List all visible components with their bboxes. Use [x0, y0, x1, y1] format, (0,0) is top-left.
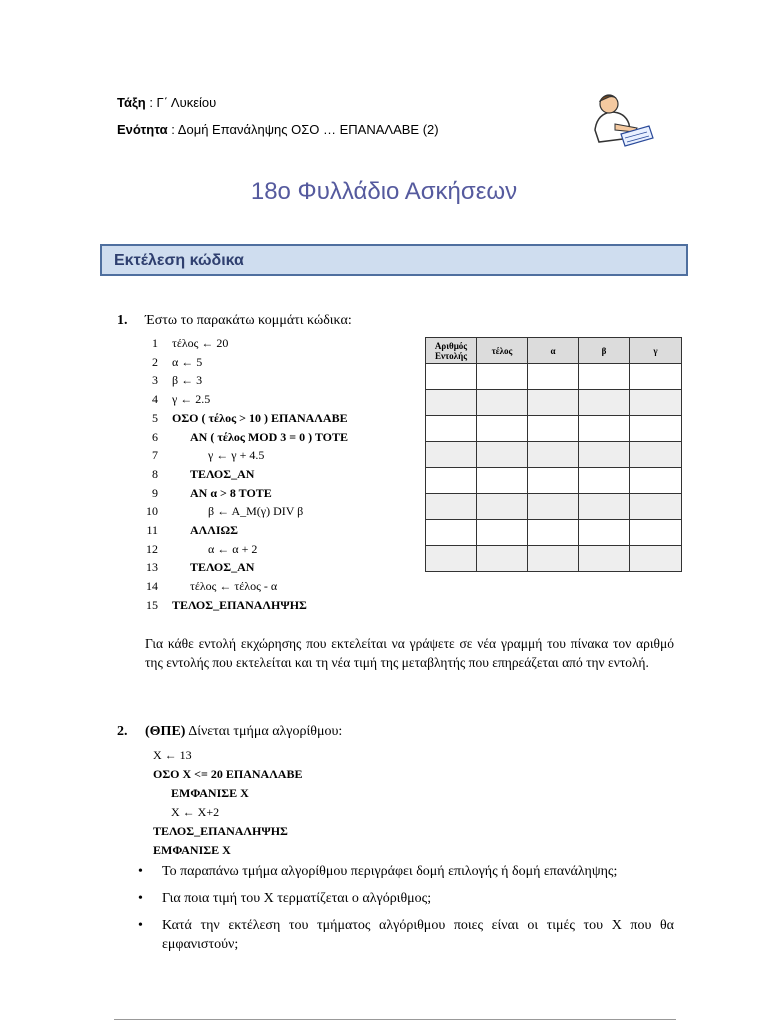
q1-code-listing — [140, 336, 420, 616]
table-cell[interactable] — [579, 494, 630, 520]
table-cell[interactable] — [579, 442, 630, 468]
trace-col-header: α — [528, 338, 579, 364]
table-cell[interactable] — [579, 468, 630, 494]
code-line-number: 14 — [146, 579, 158, 594]
table-cell[interactable] — [579, 520, 630, 546]
code-line-text: ΑΝ α > 8 ΤΟΤΕ — [190, 485, 272, 500]
table-cell[interactable] — [630, 364, 682, 390]
code-line-number: 3 — [152, 373, 158, 388]
table-cell[interactable] — [528, 546, 579, 572]
code-line-number: 2 — [152, 354, 158, 369]
list-item — [138, 916, 674, 954]
bullet-text: Το παραπάνω τμήμα αλγορίθμου περιγράφει δομή επιλογής ή δομή επανάληψης; — [162, 864, 618, 879]
table-cell[interactable] — [630, 416, 682, 442]
code-line-text: γ ← 2.5 — [172, 392, 211, 407]
trace-col-header: β — [579, 338, 630, 364]
table-cell[interactable] — [630, 468, 682, 494]
bullet-icon: • — [138, 891, 143, 906]
table-cell[interactable] — [528, 520, 579, 546]
code-line-number: 11 — [146, 523, 158, 537]
table-cell[interactable] — [528, 468, 579, 494]
code-line-number: 1 — [152, 336, 158, 350]
code-line-number: 13 — [146, 560, 158, 575]
code-line-text: ΟΣΟ ( τέλος > 10 ) ΕΠΑΝΑΛΑΒΕ — [172, 410, 348, 425]
q2-number: 2. — [117, 724, 128, 739]
table-cell[interactable] — [630, 520, 682, 546]
code-line-text: ΑΝ ( τέλος MOD 3 = 0 ) ΤΟΤΕ — [190, 429, 349, 444]
code-line-text: τέλος ← 20 — [172, 336, 229, 350]
code-line-number: 15 — [146, 597, 158, 612]
q2-code-line: ΕΜΦΑΝΙΣΕ Χ — [153, 843, 231, 857]
bullet-icon: • — [138, 918, 143, 933]
code-line-text: β ← 3 — [172, 373, 203, 388]
trace-col-header: γ — [630, 338, 682, 364]
code-line-text: α ← 5 — [172, 354, 203, 369]
code-line-text: ΤΕΛΟΣ_ΑΝ — [190, 560, 255, 575]
table-cell[interactable] — [528, 494, 579, 520]
table-row — [426, 442, 682, 468]
section-title: Εκτέλεση κώδικα — [114, 252, 244, 269]
q2-code-line: ΕΜΦΑΝΙΣΕ Χ — [171, 786, 249, 800]
table-cell[interactable] — [477, 364, 528, 390]
table-cell[interactable] — [426, 520, 477, 546]
table-row — [426, 390, 682, 416]
table-cell[interactable] — [426, 494, 477, 520]
code-line-text: ΤΕΛΟΣ_ΕΠΑΝΑΛΗΨΗΣ — [172, 597, 307, 612]
table-cell[interactable] — [477, 546, 528, 572]
unit-line — [117, 122, 439, 137]
table-cell[interactable] — [528, 390, 579, 416]
class-value: : Γ΄ Λυκείου — [149, 95, 217, 110]
bullet-icon: • — [138, 864, 143, 879]
table-row — [426, 520, 682, 546]
code-line-number: 8 — [152, 466, 158, 481]
table-cell[interactable] — [579, 364, 630, 390]
table-row — [426, 546, 682, 572]
bullet-text: Κατά την εκτέλεση του τμήματος αλγόριθμου ποιες είναι οι τιμές του Χ που θα εμφανιστούν; — [162, 918, 674, 952]
table-cell[interactable] — [528, 442, 579, 468]
code-line-text: ΑΛΛΙΩΣ — [190, 523, 238, 537]
table-cell[interactable] — [477, 468, 528, 494]
code-line-number: 4 — [152, 392, 158, 407]
class-line — [117, 95, 216, 110]
table-cell[interactable] — [630, 546, 682, 572]
q1-number: 1. — [117, 313, 128, 328]
table-cell[interactable] — [477, 520, 528, 546]
code-line-number: 5 — [152, 410, 158, 425]
unit-label: Ενότητα — [117, 122, 168, 137]
trace-col-header: τέλος — [477, 338, 528, 364]
trace-table-header-row — [426, 338, 682, 364]
table-cell[interactable] — [579, 546, 630, 572]
q2-bullet-list — [138, 862, 674, 954]
table-cell[interactable] — [528, 364, 579, 390]
code-line-text: β ← Α_Μ(γ) DIV β — [208, 504, 304, 519]
q1-text: Έστω το παρακάτω κομμάτι κώδικα: — [145, 313, 352, 328]
q1-instruction: Για κάθε εντολή εκχώρησης που εκτελείται να γράψετε σε νέα γραμμή του πίνακα τον αριθμό της εντολής που εκτελείται και τη νέα τιμή της μεταβλητής που επηρεάζεται από την εντολή. — [145, 636, 674, 670]
table-cell[interactable] — [426, 546, 477, 572]
code-line-number: 7 — [152, 448, 158, 463]
table-row — [426, 364, 682, 390]
class-label: Τάξη — [117, 95, 146, 110]
table-cell[interactable] — [630, 442, 682, 468]
table-cell[interactable] — [579, 390, 630, 416]
code-line-number: 12 — [146, 541, 158, 556]
code-line-number: 10 — [146, 504, 158, 519]
table-cell[interactable] — [477, 494, 528, 520]
page-title: 18ο Φυλλάδιο Ασκήσεων — [250, 178, 518, 205]
trace-table — [425, 337, 682, 572]
table-cell[interactable] — [477, 416, 528, 442]
table-cell[interactable] — [477, 390, 528, 416]
code-line-text: α ← α + 2 — [208, 541, 258, 556]
q2-code-line: Χ ← Χ+2 — [171, 805, 220, 819]
table-cell[interactable] — [630, 494, 682, 520]
section-header — [100, 244, 688, 276]
list-item — [138, 889, 674, 908]
trace-col-header: Αριθμός Εντολής — [426, 338, 477, 364]
code-line-text: γ ← γ + 4.5 — [208, 448, 265, 463]
table-cell[interactable] — [528, 416, 579, 442]
table-cell[interactable] — [426, 468, 477, 494]
q2-code-line: ΟΣΟ Χ <= 20 ΕΠΑΝΑΛΑΒΕ — [153, 767, 303, 781]
unit-value: : Δομή Επανάληψης ΟΣΟ … ΕΠΑΝΑΛΑΒΕ (2) — [171, 122, 439, 137]
code-line-text: τέλος ← τέλος - α — [190, 579, 278, 594]
footer-divider — [114, 1019, 676, 1020]
q2-code-line: ΤΕΛΟΣ_ΕΠΑΝΑΛΗΨΗΣ — [153, 824, 288, 838]
code-line-number: 9 — [152, 485, 158, 500]
table-cell[interactable] — [579, 416, 630, 442]
q2-prefix: (ΘΠΕ) — [145, 724, 186, 739]
table-cell[interactable] — [426, 416, 477, 442]
student-writing-clipart — [585, 90, 655, 152]
table-cell[interactable] — [426, 390, 477, 416]
table-row — [426, 468, 682, 494]
code-line-number: 6 — [152, 429, 158, 444]
table-cell[interactable] — [630, 390, 682, 416]
q2-text: Δίνεται τμήμα αλγορίθμου: — [188, 724, 343, 739]
table-row — [426, 416, 682, 442]
q2-code-line: Χ ← 13 — [153, 748, 192, 762]
code-line-text: ΤΕΛΟΣ_ΑΝ — [190, 466, 255, 481]
bullet-text: Για ποια τιμή του Χ τερματίζεται ο αλγόριθμος; — [162, 891, 432, 906]
table-row — [426, 494, 682, 520]
list-item — [138, 862, 674, 881]
table-cell[interactable] — [426, 442, 477, 468]
table-cell[interactable] — [477, 442, 528, 468]
q2-heading — [145, 724, 342, 740]
table-cell[interactable] — [426, 364, 477, 390]
